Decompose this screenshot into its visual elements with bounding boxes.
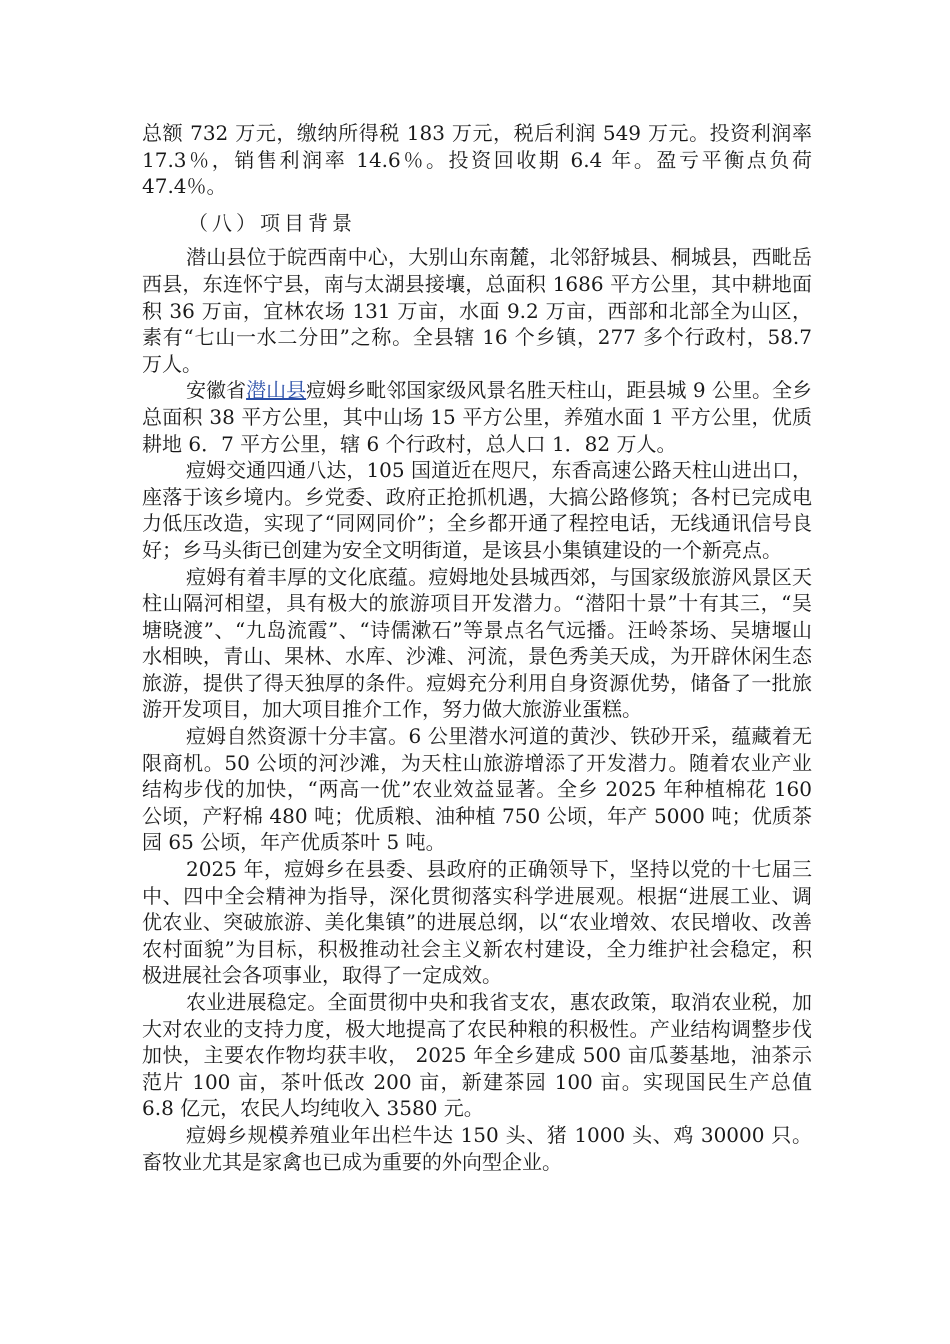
paragraph-culture-tourism: 痘姆有着丰厚的文化底蕴。痘姆地处县城西郊，与国家级旅游风景区天柱山隔河相望，具有极大的旅游项目开发潜力。“潜阳十景”十有其三，“吴塘晓渡”、“九岛流霞”、“诗儒漱石”等景点名气远播。汪岭茶场、吴塘堰山水相映，青山、果林、水库、沙滩、河流，景色秀美天成，为开辟休闲生态旅游，提供了得天独厚的条件。痘姆充分利用自身资源优势，储备了一批旅游开发项目，加大项目推介工作，努力做大旅游业蛋糕。 [142, 564, 812, 722]
paragraph-agriculture: 农业进展稳定。全面贯彻中央和我省支农，惠农政策，取消农业税，加大对农业的支持力度，极大地提高了农民种粮的积极性。产业结构调整步伐加快，主要农作物均获丰收， 2025 年全乡建成 500 亩瓜蒌基地，油茶示范片 100 亩，茶叶低改 200 亩，新建茶园 100 亩。实现国民生产总值 6.8 亿元，农民人均纯收入 3580 元。 [142, 990, 812, 1121]
paragraph-township-overview [142, 377, 812, 457]
paragraph-remainder: 痘姆乡毗邻国家级风景名胜天柱山，距县城 9 公里。全乡总面积 38 平方公里，其中山场 15 平方公里，养殖水面 1 平方公里，优质耕地 6．7 平方公里，辖 6 个行政村，总人口 1．82 万人。 [142, 378, 813, 456]
paragraph-transportation: 痘姆交通四通八达，105 国道近在咫尺，东香高速公路天柱山进出口，座落于该乡境内。乡党委、政府正抢抓机遇，大搞公路修筑；各村已完成电力低压改造，实现了“同网同价”；全乡都开通了程控电话，无线通讯信号良好；乡马头街已创建为安全文明街道，是该县小集镇建设的一个新亮点。 [142, 458, 812, 562]
paragraph-county-overview: 潜山县位于皖西南中心，大别山东南麓，北邻舒城县、桐城县，西毗岳西县，东连怀宁县，南与太湖县接壤，总面积 1686 平方公里，其中耕地面积 36 万亩，宜林农场 131 万亩，水面 9.2 万亩，西部和北部全为山区，素有“七山一水二分田”之称。全县辖 16 个乡镇，277 多个行政村，58.7 万人。 [142, 245, 812, 376]
paragraph-development-2025: 2025 年，痘姆乡在县委、县政府的正确领导下，坚持以党的十七届三中、四中全会精神为指导，深化贯彻落实科学进展观。根据“进展工业、调优农业、突破旅游、美化集镇”的进展总纲，以“农业增效、农民增收、改善农村面貌”为目标，积极推动社会主义新农村建设，全力维护社会稳定，积极进展社会各项事业，取得了一定成效。 [142, 857, 812, 988]
paragraph-prefix: 安徽省 [186, 378, 247, 403]
document-page [142, 120, 812, 1175]
section-heading: （八）项目背景 [188, 210, 356, 235]
paragraph-investment-summary: 总额 732 万元，缴纳所得税 183 万元，税后利润 549 万元。投资利润率 17.3％，销售利润率 14.6％。投资回收期 6.4 年。盈亏平衡点负荷 47.4％。 [142, 121, 812, 199]
paragraph-natural-resources: 痘姆自然资源十分丰富。6 公里潜水河道的黄沙、铁砂开采，蕴藏着无限商机。50 公顷的河沙滩，为天柱山旅游增添了开发潜力。随着农业产业结构步伐的加快，“两高一优”农业效益显著。全乡 2025 年种植棉花 160 公顷，产籽棉 480 吨；优质粮、油种植 750 公顷，年产 5000 吨；优质茶园 65 公顷，年产优质茶叶 5 吨。 [142, 724, 812, 855]
qianshan-county-link[interactable]: 潜山县 [246, 378, 307, 403]
paragraph-livestock: 痘姆乡规模养殖业年出栏牛达 150 头、猪 1000 头、鸡 30000 只。畜牧业尤其是家禽也已成为重要的外向型企业。 [142, 1122, 812, 1174]
